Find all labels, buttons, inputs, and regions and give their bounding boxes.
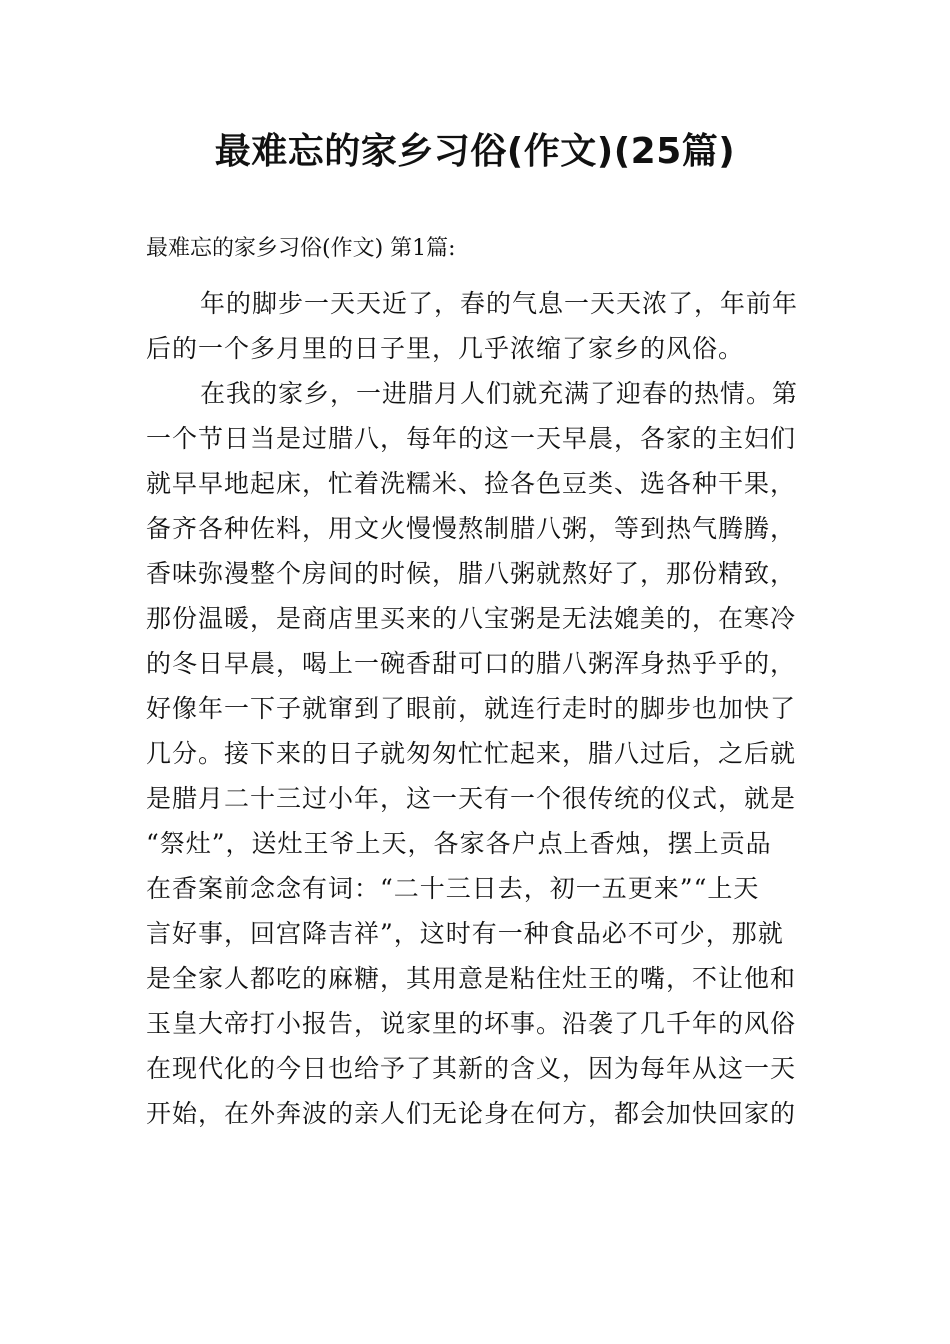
paragraph-line: 几分。接下来的日子就匆匆忙忙起来，腊八过后，之后就 bbox=[146, 739, 797, 768]
paragraph-line: 那份温暖，是商店里买来的八宝粥是无法媲美的，在寒冷 bbox=[146, 604, 797, 633]
paragraph-line: 一个节日当是过腊八，每年的这一天早晨，各家的主妇们 bbox=[146, 424, 797, 453]
paragraph-line: 在我的家乡，一进腊月人们就充满了迎春的热情。第 bbox=[200, 379, 799, 408]
paragraph-2 bbox=[146, 371, 808, 1136]
paragraph-line: 备齐各种佐料，用文火慢慢熬制腊八粥，等到热气腾腾， bbox=[146, 514, 797, 543]
document-title: 最难忘的家乡习俗(作文)(25篇) bbox=[214, 131, 736, 172]
section-heading: 最难忘的家乡习俗(作文) 第1篇: bbox=[146, 236, 456, 261]
paragraph-line: 在香案前念念有词：“二十三日去，初一五更来”“上天 bbox=[146, 874, 760, 903]
paragraph-line: 年的脚步一天天近了，春的气息一天天浓了，年前年 bbox=[200, 289, 799, 318]
paragraph-line: 后的一个多月里的日子里，几乎浓缩了家乡的风俗。 bbox=[146, 334, 745, 363]
document-body bbox=[146, 281, 808, 1136]
paragraph-line: 是腊月二十三过小年，这一天有一个很传统的仪式，就是 bbox=[146, 784, 797, 813]
paragraph-line: “祭灶”，送灶王爷上天，各家各户点上香烛，摆上贡品 bbox=[146, 829, 772, 858]
paragraph-line: 好像年一下子就窜到了眼前，就连行走时的脚步也加快了 bbox=[146, 694, 797, 723]
paragraph-line: 言好事，回宫降吉祥”，这时有一种食品必不可少，那就 bbox=[146, 919, 784, 948]
paragraph-line: 在现代化的今日也给予了其新的含义，因为每年从这一天 bbox=[146, 1054, 797, 1083]
paragraph-line: 是全家人都吃的麻糖，其用意是粘住灶王的嘴，不让他和 bbox=[146, 964, 797, 993]
paragraph-line: 香味弥漫整个房间的时候，腊八粥就熬好了，那份精致， bbox=[146, 559, 797, 588]
paragraph-line: 开始，在外奔波的亲人们无论身在何方，都会加快回家的 bbox=[146, 1099, 797, 1128]
paragraph-line: 的冬日早晨，喝上一碗香甜可口的腊八粥浑身热乎乎的， bbox=[146, 649, 797, 678]
paragraph-line: 就早早地起床，忙着洗糯米、捡各色豆类、选各种干果， bbox=[146, 469, 797, 498]
paragraph-1 bbox=[146, 281, 808, 371]
paragraph-line: 玉皇大帝打小报告，说家里的坏事。沿袭了几千年的风俗 bbox=[146, 1009, 797, 1038]
